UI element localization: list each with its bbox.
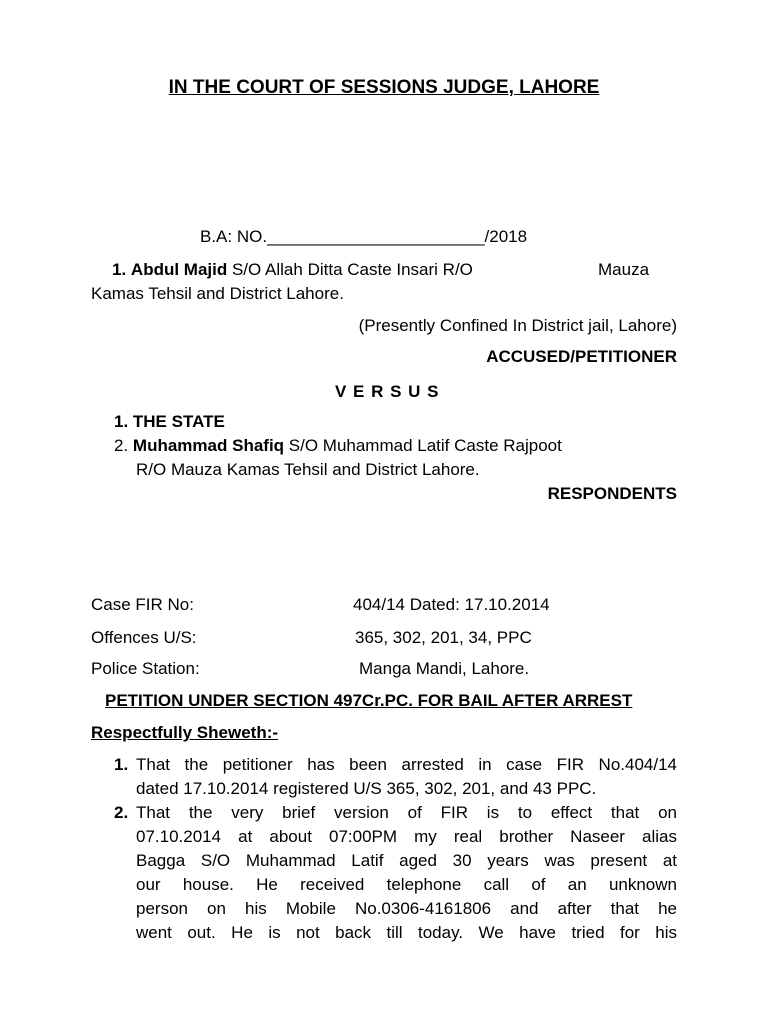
paragraph-1-number: 1. bbox=[114, 755, 129, 774]
petitioner-number: 1. bbox=[112, 260, 127, 279]
court-title: IN THE COURT OF SESSIONS JUDGE, LAHORE bbox=[168, 77, 600, 98]
respondent-2-line-1 bbox=[114, 434, 562, 458]
paragraph-2-line-2: 07.10.2014 at about 07:00PM my real brother Naseer alias bbox=[136, 827, 677, 846]
case-fir-label: Case FIR No: bbox=[91, 595, 194, 614]
respondents-role: RESPONDENTS bbox=[547, 484, 677, 503]
offences-value: 365, 302, 201, 34, PPC bbox=[355, 628, 532, 647]
respondent-2-name: Muhammad Shafiq bbox=[132, 436, 285, 455]
case-fir-value: 404/14 Dated: 17.10.2014 bbox=[353, 595, 550, 614]
offences-label: Offences U/S: bbox=[91, 628, 197, 647]
paragraph-1-line-2: dated 17.10.2014 registered U/S 365, 302, 201, and 43 PPC. bbox=[136, 779, 597, 798]
respondent-1: 1. THE STATE bbox=[114, 412, 225, 431]
paragraph-2-line-4: our house. He received telephone call of an unknown bbox=[136, 875, 677, 894]
paragraph-1-line-1: That the petitioner has been arrested in case FIR No.404/14 bbox=[136, 755, 677, 774]
bail-application-number: B.A: NO._______________________/2018 bbox=[200, 227, 528, 246]
paragraph-2-line-6: went out. He is not back till today. We have tried for his bbox=[136, 923, 677, 942]
versus-heading: V E R S U S bbox=[335, 382, 440, 401]
petitioner-confinement: (Presently Confined In District jail, Lahore) bbox=[358, 316, 677, 335]
petitioner-role: ACCUSED/PETITIONER bbox=[486, 347, 677, 366]
petitioner-parentage: S/O Allah Ditta Caste Insari R/O bbox=[227, 260, 473, 279]
police-station-label: Police Station: bbox=[91, 659, 200, 678]
respectfully-sheweth: Respectfully Sheweth:- bbox=[91, 723, 279, 742]
petitioner-line-1 bbox=[112, 258, 473, 282]
respondent-2-parentage: S/O Muhammad Latif Caste Rajpoot bbox=[284, 436, 562, 455]
petitioner-address: Kamas Tehsil and District Lahore. bbox=[91, 284, 344, 303]
paragraph-2-line-3: Bagga S/O Muhammad Latif aged 30 years was present at bbox=[136, 851, 677, 870]
paragraph-2-line-1: That the very brief version of FIR is to effect that on bbox=[136, 803, 677, 822]
paragraph-2-number: 2. bbox=[114, 803, 129, 822]
petitioner-name: Abdul Majid bbox=[130, 260, 228, 279]
paragraph-2-line-5: person on his Mobile No.0306-4161806 and after that he bbox=[136, 899, 677, 918]
respondent-2-number: 2. bbox=[114, 436, 129, 455]
petitioner-line-1-end: Mauza bbox=[598, 260, 650, 279]
respondent-2-address: R/O Mauza Kamas Tehsil and District Lahore. bbox=[136, 460, 480, 479]
police-station-value: Manga Mandi, Lahore. bbox=[359, 659, 530, 678]
petition-heading: PETITION UNDER SECTION 497Cr.PC. FOR BAIL AFTER ARREST bbox=[105, 691, 633, 710]
